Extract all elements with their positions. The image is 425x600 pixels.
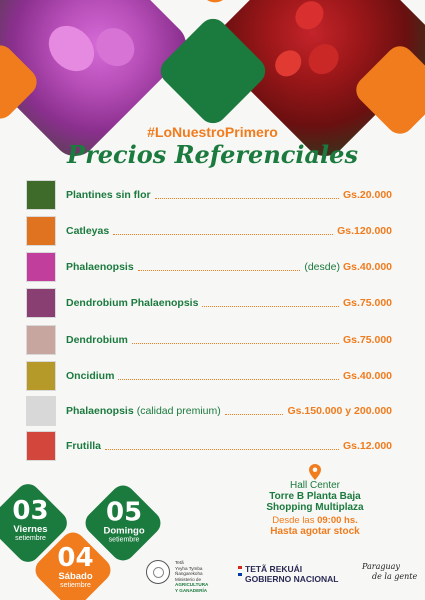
product-price: Gs.12.000	[342, 440, 392, 452]
venue-name: Hall Center	[289, 480, 341, 491]
date-number: 04	[57, 543, 94, 574]
date-number: 05	[105, 497, 143, 528]
price-row	[26, 325, 392, 355]
price-row	[26, 216, 392, 246]
product-name: Phalaenopsis	[66, 405, 134, 417]
product-price: Gs.120.000	[337, 225, 392, 237]
ministry-logo-text	[175, 560, 233, 594]
date-month: setiembre	[60, 582, 91, 590]
leader-dots	[132, 343, 339, 344]
date-month: setiembre	[15, 535, 46, 543]
hashtag: #LoNuestroPrimero	[147, 124, 278, 140]
opening-time	[248, 515, 382, 526]
price-row	[26, 252, 392, 282]
orange-diamond-decoration-top	[194, 0, 236, 8]
product-thumbnail	[26, 252, 56, 282]
price-prefix: (desde)	[304, 261, 340, 273]
venue-tower: Torre B Planta Baja	[269, 491, 361, 502]
product-name: Dendrobium	[66, 334, 128, 346]
government-logo-line: GOBIERNO NACIONAL	[245, 574, 339, 584]
price-row	[26, 180, 392, 210]
date-day: Domingo	[103, 525, 145, 537]
product-name: Frutilla	[66, 440, 102, 452]
product-price: Gs.20.000	[342, 189, 392, 201]
product-name: Oncidium	[66, 370, 115, 382]
product-note: (calidad premium)	[136, 405, 221, 417]
price-row	[26, 361, 392, 391]
product-name: Phalaenopsis	[66, 261, 134, 273]
product-name: Catleyas	[66, 225, 110, 237]
product-name: Plantines sin flor	[66, 189, 151, 201]
ministry-text-line: Yvyha Tymba	[175, 565, 203, 571]
venue-mall: Shopping Multiplaza	[266, 502, 364, 513]
ministry-text-line: Ministerio de	[175, 576, 202, 582]
government-logo-line: TETÃ REKUÁI	[245, 564, 303, 574]
product-price: Gs.150.000 y 200.000	[287, 405, 392, 417]
product-thumbnail	[26, 288, 56, 318]
product-thumbnail	[26, 216, 56, 246]
product-thumbnail	[26, 180, 56, 210]
leader-dots	[155, 198, 339, 199]
ministry-text-line: AGRICULTURA	[175, 582, 209, 588]
paraguay-slogan	[362, 562, 417, 582]
government-logo	[245, 564, 339, 584]
date-day: Viernes	[13, 524, 48, 536]
time-value: 09:00 hs.	[317, 515, 358, 526]
product-thumbnail	[26, 396, 56, 426]
leader-dots	[138, 270, 301, 271]
slogan-line: de la gente	[372, 572, 418, 581]
time-prefix: Desde las	[272, 515, 318, 526]
ministry-text-line: Ñangarekoha	[175, 571, 203, 577]
leader-dots	[202, 306, 339, 307]
product-price: Gs.40.000	[342, 261, 392, 273]
date-month: setiembre	[108, 536, 140, 544]
price-row	[26, 288, 392, 318]
leader-dots	[225, 414, 284, 415]
ministry-seal-icon	[146, 560, 170, 584]
stock-note: Hasta agotar stock	[270, 526, 360, 537]
page-title: Precios Referenciales	[67, 140, 358, 169]
product-price: Gs.75.000	[342, 297, 392, 309]
leader-dots	[113, 234, 333, 235]
date-number: 03	[12, 496, 49, 527]
leader-dots	[118, 379, 339, 380]
product-thumbnail	[26, 361, 56, 391]
location-pin-icon	[309, 464, 321, 480]
leader-dots	[105, 449, 339, 450]
product-name: Dendrobium Phalaenopsis	[66, 297, 199, 309]
product-thumbnail	[26, 325, 56, 355]
date-day: Sábado	[58, 571, 93, 583]
flag-icon	[238, 566, 242, 576]
event-location	[248, 480, 382, 537]
price-row	[26, 396, 392, 426]
slogan-line: Paraguay	[362, 562, 400, 571]
product-price: Gs.40.000	[342, 370, 392, 382]
ministry-text-line: Tetã	[175, 560, 184, 565]
price-row	[26, 431, 392, 461]
ministry-text-line: Y GANADERÍA	[175, 587, 208, 593]
product-thumbnail	[26, 431, 56, 461]
product-price: Gs.75.000	[342, 334, 392, 346]
